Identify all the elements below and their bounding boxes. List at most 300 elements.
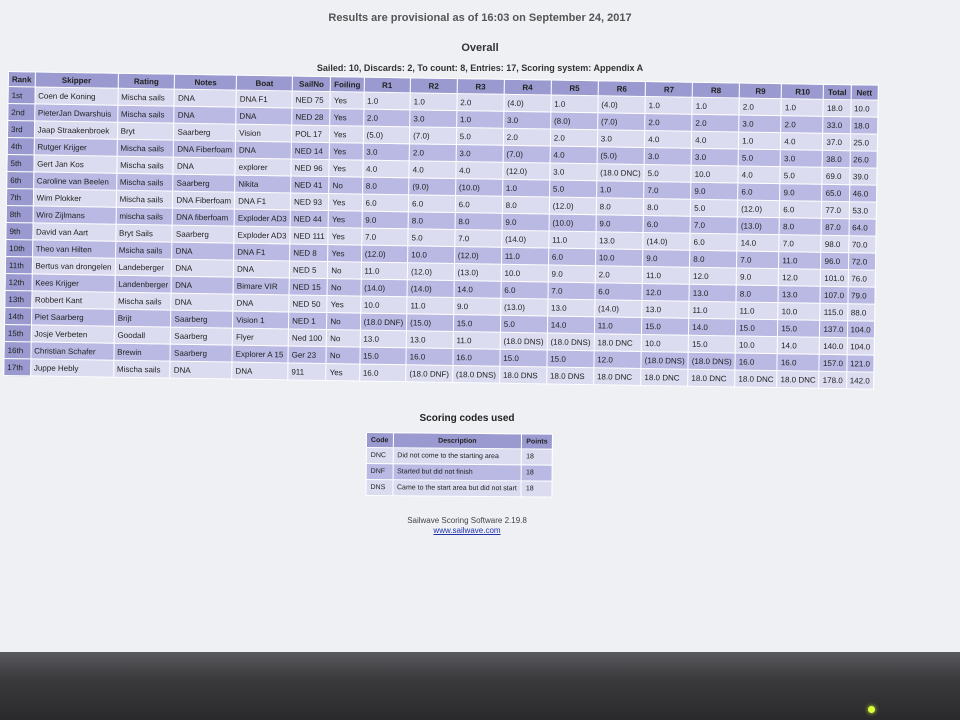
rank-cell: 10th bbox=[6, 239, 33, 256]
table-cell: 4.0 bbox=[362, 160, 409, 178]
table-cell: Bryt Sails bbox=[115, 224, 172, 242]
table-cell: (7.0) bbox=[410, 127, 457, 145]
table-cell: 15.0 bbox=[453, 315, 500, 333]
table-cell: 140.0 bbox=[820, 337, 847, 354]
codes-cell: Did not come to the starting area bbox=[393, 448, 522, 465]
table-cell: 16.0 bbox=[735, 353, 777, 371]
table-cell: Robbert Kant bbox=[31, 291, 114, 309]
table-cell: Mischa sails bbox=[114, 292, 171, 310]
column-header: R9 bbox=[739, 83, 781, 99]
table-cell: Josje Verbeten bbox=[31, 325, 114, 343]
table-cell: 18.0 DNC bbox=[641, 368, 688, 386]
table-cell: PieterJan Dwarshuis bbox=[34, 104, 117, 122]
rank-cell: 16th bbox=[4, 341, 31, 358]
table-cell: 7.0 bbox=[361, 228, 408, 246]
table-cell: Msicha sails bbox=[115, 241, 172, 259]
table-cell: Mischa sails bbox=[117, 156, 174, 174]
table-cell: 18.0 bbox=[850, 117, 877, 134]
table-cell: 8.0 bbox=[362, 177, 409, 195]
table-cell: Vision 1 bbox=[233, 311, 289, 329]
codes-row bbox=[366, 480, 552, 498]
table-cell: Flyer bbox=[232, 328, 288, 346]
table-cell: 3.0 bbox=[780, 150, 822, 168]
table-cell: 7.0 bbox=[690, 216, 737, 234]
table-cell: 7.0 bbox=[737, 251, 779, 269]
table-cell: DNA F1 bbox=[234, 243, 290, 261]
table-cell: 5.0 bbox=[691, 199, 738, 217]
table-cell: 3.0 bbox=[597, 130, 645, 148]
codes-cell: DNF bbox=[366, 464, 393, 480]
table-cell: Saarberg bbox=[172, 225, 234, 243]
table-cell: 16.0 bbox=[453, 349, 500, 367]
table-cell: (10.0) bbox=[455, 179, 502, 197]
table-cell: Yes bbox=[329, 143, 362, 161]
table-cell: 1.0 bbox=[456, 111, 503, 129]
table-cell: DNA bbox=[171, 293, 233, 311]
table-cell: 26.0 bbox=[850, 151, 877, 168]
table-cell: (8.0) bbox=[550, 112, 597, 130]
table-cell: DNA bbox=[174, 106, 236, 124]
table-cell: (12.0) bbox=[407, 263, 454, 281]
table-cell: 5.0 bbox=[456, 128, 503, 146]
rank-cell: 11th bbox=[5, 256, 32, 273]
table-cell: 2.0 bbox=[457, 94, 504, 112]
table-cell: (13.0) bbox=[737, 217, 779, 235]
table-cell: (18.0 DNF) bbox=[406, 365, 453, 383]
rank-cell: 4th bbox=[7, 137, 34, 154]
table-cell: 10.0 bbox=[641, 334, 688, 352]
table-cell: Mischa sails bbox=[116, 190, 173, 208]
table-cell: 15.0 bbox=[778, 320, 820, 338]
table-cell: 10.0 bbox=[595, 249, 643, 267]
table-cell: 15.0 bbox=[500, 349, 547, 367]
table-cell: Bryt bbox=[117, 122, 174, 140]
table-cell: 104.0 bbox=[847, 321, 874, 338]
table-cell: DNA bbox=[232, 362, 288, 380]
table-cell: 37.0 bbox=[823, 133, 850, 150]
codes-body bbox=[366, 448, 552, 498]
column-header: SailNo bbox=[292, 76, 331, 92]
table-cell: 25.0 bbox=[850, 134, 877, 151]
table-cell: 6.0 bbox=[738, 183, 780, 201]
page-title: Results are provisional as of 16:03 on September 24, 2017 bbox=[328, 12, 632, 24]
table-cell: NED 5 bbox=[289, 261, 328, 279]
rank-cell: 12th bbox=[5, 273, 32, 290]
table-cell: Caroline van Beelen bbox=[33, 172, 116, 190]
table-cell: 13.0 bbox=[547, 299, 594, 317]
rank-cell: 3rd bbox=[7, 121, 34, 138]
column-header: Skipper bbox=[35, 72, 118, 88]
table-cell: Yes bbox=[330, 109, 363, 127]
table-cell: Mischa sails bbox=[113, 360, 170, 378]
table-cell: Bertus van drongelen bbox=[32, 257, 115, 275]
table-cell: 4.0 bbox=[692, 131, 739, 149]
table-cell: 142.0 bbox=[846, 372, 873, 389]
table-cell: No bbox=[327, 330, 360, 348]
codes-cell: DNC bbox=[366, 448, 393, 464]
table-cell: No bbox=[328, 262, 361, 280]
table-cell: 5.0 bbox=[408, 229, 455, 247]
table-cell: (5.0) bbox=[363, 126, 410, 144]
table-cell: (12.0) bbox=[454, 247, 501, 265]
table-cell: Goodall bbox=[114, 326, 171, 344]
table-cell: 33.0 bbox=[823, 116, 850, 133]
results-body bbox=[4, 87, 878, 390]
rank-cell: 13th bbox=[5, 290, 32, 307]
table-cell: 98.0 bbox=[821, 235, 848, 252]
table-cell: Yes bbox=[328, 228, 361, 246]
table-cell: Yes bbox=[327, 296, 360, 314]
table-cell: (18.0 DNS) bbox=[452, 366, 499, 384]
table-cell: NED 28 bbox=[292, 108, 331, 126]
table-cell: 5.0 bbox=[780, 167, 822, 185]
table-cell: 6.0 bbox=[501, 281, 548, 299]
column-header: Boat bbox=[236, 75, 292, 91]
table-cell: DNA bbox=[236, 107, 292, 125]
table-cell: Exploder AD3 bbox=[234, 226, 290, 244]
table-cell: 10.0 bbox=[778, 303, 820, 321]
table-cell: (12.0) bbox=[361, 245, 408, 263]
table-cell: DNA bbox=[172, 259, 234, 277]
table-cell: 18.0 DNC bbox=[688, 369, 735, 387]
table-cell: NED 15 bbox=[289, 278, 328, 296]
codes-header-row bbox=[366, 433, 552, 450]
monitor-bezel bbox=[0, 652, 960, 720]
table-cell: Mischa sails bbox=[116, 173, 173, 191]
table-cell: 39.0 bbox=[849, 168, 876, 185]
table-cell: 178.0 bbox=[819, 371, 846, 388]
table-cell: 2.0 bbox=[692, 114, 739, 132]
table-cell: NED 50 bbox=[289, 295, 328, 313]
table-cell: DNA bbox=[174, 89, 236, 107]
table-cell: (5.0) bbox=[597, 147, 645, 165]
table-cell: 11.0 bbox=[779, 252, 821, 270]
table-cell: 8.0 bbox=[690, 250, 737, 268]
codes-cell: Started but did not finish bbox=[393, 464, 522, 481]
table-cell: 15.0 bbox=[360, 347, 407, 365]
table-cell: 7.0 bbox=[779, 235, 821, 253]
rank-cell: 2nd bbox=[8, 104, 35, 121]
table-cell: 12.0 bbox=[642, 283, 689, 301]
codes-cell: 18 bbox=[521, 465, 552, 481]
table-cell: 79.0 bbox=[847, 287, 874, 304]
table-cell: (10.0) bbox=[549, 214, 596, 232]
table-cell: Saarberg bbox=[173, 174, 235, 192]
table-cell: 15.0 bbox=[736, 319, 778, 337]
table-cell: 13.0 bbox=[642, 300, 689, 318]
table-cell: Yes bbox=[328, 245, 361, 263]
table-cell: No bbox=[326, 347, 359, 365]
table-cell: 1.0 bbox=[692, 97, 739, 115]
table-cell: 6.0 bbox=[455, 196, 502, 214]
table-cell: 5.0 bbox=[738, 149, 780, 167]
table-cell: 70.0 bbox=[848, 236, 875, 253]
table-cell: (14.0) bbox=[361, 279, 408, 297]
table-cell: Yes bbox=[326, 364, 359, 382]
table-cell: mischa sails bbox=[116, 207, 173, 225]
table-cell: 911 bbox=[288, 363, 327, 381]
table-cell: 121.0 bbox=[846, 355, 873, 372]
table-cell: Wim Plokker bbox=[33, 189, 116, 207]
table-cell: 2.0 bbox=[550, 129, 597, 147]
table-cell: 10.0 bbox=[408, 246, 455, 264]
rank-cell: 9th bbox=[6, 222, 33, 239]
table-cell: 8.0 bbox=[643, 199, 690, 217]
table-cell: 4.0 bbox=[645, 131, 692, 149]
table-cell: POL 17 bbox=[291, 125, 330, 143]
table-cell: Yes bbox=[329, 194, 362, 212]
table-cell: 115.0 bbox=[820, 303, 847, 320]
results-table bbox=[3, 71, 878, 390]
table-cell: 11.0 bbox=[407, 297, 454, 315]
table-cell: 12.0 bbox=[594, 351, 642, 369]
table-cell: 18.0 DNS bbox=[546, 367, 593, 385]
table-cell: 157.0 bbox=[819, 354, 846, 371]
column-header: R4 bbox=[504, 79, 551, 95]
table-cell: 10.0 bbox=[691, 165, 738, 183]
table-cell: 10.0 bbox=[501, 264, 548, 282]
table-cell: (7.0) bbox=[503, 145, 550, 163]
column-header: R5 bbox=[551, 80, 598, 96]
table-cell: 15.0 bbox=[547, 350, 594, 368]
table-cell: NED 44 bbox=[290, 210, 329, 228]
table-cell: 9.0 bbox=[736, 268, 778, 286]
table-cell: (9.0) bbox=[409, 178, 456, 196]
scoring-codes-title: Scoring codes used bbox=[419, 413, 515, 424]
rank-cell: 14th bbox=[5, 307, 32, 324]
table-cell: DNA Fiberfoam bbox=[174, 140, 236, 158]
table-cell: 11.0 bbox=[453, 332, 500, 350]
table-cell: NED 1 bbox=[289, 312, 328, 330]
table-cell: No bbox=[327, 313, 360, 331]
codes-column-header: Points bbox=[522, 434, 553, 449]
table-cell: 5.0 bbox=[500, 315, 547, 333]
table-cell: 76.0 bbox=[848, 270, 875, 287]
table-cell: 9.0 bbox=[453, 298, 500, 316]
table-cell: 2.0 bbox=[595, 266, 643, 284]
table-cell: DNA bbox=[233, 260, 289, 278]
column-header: Total bbox=[824, 84, 851, 99]
column-header: R1 bbox=[364, 77, 411, 93]
table-cell: 13.0 bbox=[778, 286, 820, 304]
table-cell: 6.0 bbox=[362, 194, 409, 212]
table-cell: NED 96 bbox=[291, 159, 330, 177]
table-cell: DNA Fiberfoam bbox=[173, 191, 235, 209]
table-cell: 6.0 bbox=[548, 248, 595, 266]
table-cell: Exploder AD3 bbox=[234, 209, 290, 227]
table-cell: 1.0 bbox=[739, 132, 781, 150]
rank-cell: 5th bbox=[7, 154, 34, 171]
table-cell: Yes bbox=[330, 92, 363, 110]
table-cell: 53.0 bbox=[849, 202, 876, 219]
table-cell: 11.0 bbox=[642, 266, 689, 284]
table-cell: 6.0 bbox=[643, 215, 690, 233]
table-cell: 2.0 bbox=[409, 144, 456, 162]
series-summary: Sailed: 10, Discards: 2, To count: 8, Entries: 17, Scoring system: Appendix A bbox=[316, 63, 644, 73]
rank-cell: 8th bbox=[6, 205, 33, 222]
column-header: Rating bbox=[118, 73, 175, 89]
table-cell: Theo van Hilten bbox=[32, 240, 115, 258]
table-cell: Saarberg bbox=[174, 123, 236, 141]
table-cell: 15.0 bbox=[642, 317, 689, 335]
table-cell: 16.0 bbox=[777, 354, 819, 372]
table-cell: 11.0 bbox=[736, 302, 778, 320]
table-cell: Brijt bbox=[114, 309, 171, 327]
table-cell: 9.0 bbox=[362, 211, 409, 229]
column-header: R3 bbox=[457, 79, 504, 95]
table-cell: 137.0 bbox=[820, 320, 847, 337]
table-cell: Kees Krijger bbox=[32, 274, 115, 292]
table-cell: Jaap Straakenbroek bbox=[34, 121, 117, 139]
table-cell: DNA bbox=[173, 157, 235, 175]
table-cell: 9.0 bbox=[691, 182, 738, 200]
table-cell: Explorer A 15 bbox=[232, 345, 288, 363]
table-cell: 3.0 bbox=[739, 115, 781, 133]
table-cell: 8.0 bbox=[736, 285, 778, 303]
table-cell: (18.0 DNS) bbox=[547, 333, 594, 351]
table-cell: 104.0 bbox=[847, 338, 874, 355]
table-cell: 9.0 bbox=[643, 249, 690, 267]
table-cell: 77.0 bbox=[822, 201, 849, 218]
column-header: Nett bbox=[851, 85, 878, 100]
table-cell: 13.0 bbox=[596, 232, 644, 250]
table-cell: Coen de Koning bbox=[35, 87, 118, 105]
table-cell: explorer bbox=[235, 158, 291, 176]
table-cell: (4.0) bbox=[598, 96, 646, 114]
column-header: Rank bbox=[8, 72, 35, 87]
table-cell: 101.0 bbox=[821, 269, 848, 286]
column-header: R6 bbox=[598, 81, 646, 97]
table-cell: 11.0 bbox=[689, 301, 736, 319]
table-cell: (14.0) bbox=[501, 230, 548, 248]
scoring-codes-table bbox=[365, 432, 552, 498]
table-cell: 5.0 bbox=[549, 180, 596, 198]
table-cell: NED 14 bbox=[291, 142, 330, 160]
table-cell: 8.0 bbox=[779, 218, 821, 236]
table-cell: 3.0 bbox=[456, 145, 503, 163]
table-cell: 4.0 bbox=[409, 161, 456, 179]
table-cell: 11.0 bbox=[594, 317, 642, 335]
table-cell: DNA bbox=[235, 141, 291, 159]
table-cell: 5.0 bbox=[644, 165, 691, 183]
table-cell: Saarberg bbox=[171, 310, 233, 328]
table-cell: Landeberger bbox=[115, 258, 172, 276]
codes-cell: Came to the start area but did not start bbox=[392, 480, 521, 497]
table-cell: No bbox=[329, 177, 362, 195]
table-cell: 2.0 bbox=[503, 128, 550, 146]
table-cell: Yes bbox=[329, 160, 362, 178]
table-cell: (18.0 DNF) bbox=[360, 313, 407, 331]
table-cell: 2.0 bbox=[645, 114, 692, 132]
table-cell: 14.0 bbox=[777, 337, 819, 355]
column-header: R2 bbox=[410, 78, 457, 94]
table-cell: 7.0 bbox=[548, 282, 595, 300]
table-cell: (7.0) bbox=[597, 113, 645, 131]
table-cell: 6.0 bbox=[690, 233, 737, 251]
table-cell: 18.0 DNC bbox=[593, 368, 641, 386]
table-cell: 4.0 bbox=[456, 162, 503, 180]
codes-column-header: Code bbox=[366, 433, 393, 448]
table-cell: 16.0 bbox=[359, 364, 406, 382]
table-cell: NED 8 bbox=[290, 244, 329, 262]
codes-row bbox=[366, 464, 552, 482]
rank-cell: 15th bbox=[4, 324, 31, 341]
rank-cell: 6th bbox=[7, 171, 34, 188]
table-cell: 14.0 bbox=[689, 318, 736, 336]
table-cell: NED 41 bbox=[291, 176, 330, 194]
table-cell: Ned 100 bbox=[288, 329, 327, 347]
table-cell: 14.0 bbox=[547, 316, 594, 334]
rank-cell: 7th bbox=[6, 188, 33, 205]
table-cell: Yes bbox=[328, 211, 361, 229]
table-cell: 12.0 bbox=[779, 269, 821, 287]
table-cell: DNA bbox=[171, 276, 233, 294]
table-cell: 4.0 bbox=[781, 133, 823, 151]
table-cell: (4.0) bbox=[504, 94, 551, 112]
table-cell: 1.0 bbox=[781, 99, 823, 117]
table-cell: NED 93 bbox=[290, 193, 329, 211]
footer bbox=[0, 516, 934, 536]
table-cell: 3.0 bbox=[410, 110, 457, 128]
table-cell: 11.0 bbox=[501, 247, 548, 265]
table-cell: 6.0 bbox=[780, 201, 822, 219]
table-cell: 3.0 bbox=[503, 111, 550, 129]
table-cell: 15.0 bbox=[688, 335, 735, 353]
table-cell: Christian Schafer bbox=[31, 342, 114, 360]
table-cell: 1.0 bbox=[502, 179, 549, 197]
table-cell: 14.0 bbox=[737, 234, 779, 252]
table-cell: DNA F1 bbox=[236, 90, 292, 108]
table-cell: 1.0 bbox=[645, 97, 692, 115]
table-cell: 3.0 bbox=[550, 163, 597, 181]
table-cell: David van Aart bbox=[32, 223, 115, 241]
column-header: R7 bbox=[645, 82, 692, 98]
table-cell: 12.0 bbox=[689, 267, 736, 285]
table-cell: 88.0 bbox=[847, 304, 874, 321]
table-cell: 18.0 DNC bbox=[777, 371, 819, 389]
table-cell: Mischa sails bbox=[117, 139, 174, 157]
column-header: R8 bbox=[692, 82, 739, 98]
table-cell: Yes bbox=[330, 126, 363, 144]
table-cell: Gert Jan Kos bbox=[33, 155, 116, 173]
table-cell: 8.0 bbox=[502, 196, 549, 214]
table-cell: 8.0 bbox=[455, 213, 502, 231]
table-cell: 1.0 bbox=[551, 95, 598, 113]
table-cell: Saarberg bbox=[170, 344, 232, 362]
table-cell: Mischa sails bbox=[118, 88, 175, 106]
table-cell: Brewin bbox=[114, 343, 171, 361]
table-cell: 2.0 bbox=[739, 98, 781, 116]
sailwave-link[interactable]: www.sailwave.com bbox=[433, 526, 501, 535]
table-cell: DNA bbox=[172, 242, 234, 260]
table-cell: 9.0 bbox=[502, 213, 549, 231]
table-cell: 96.0 bbox=[821, 252, 848, 269]
table-cell: (18.0 DNS) bbox=[500, 332, 547, 350]
table-cell: 6.0 bbox=[408, 195, 455, 213]
table-cell: 3.0 bbox=[644, 148, 691, 166]
table-cell: 10.0 bbox=[850, 100, 877, 117]
table-cell: 9.0 bbox=[780, 184, 822, 202]
table-cell: (14.0) bbox=[643, 232, 690, 250]
table-cell: NED 75 bbox=[292, 91, 331, 109]
table-cell: 46.0 bbox=[849, 185, 876, 202]
table-cell: 13.0 bbox=[360, 330, 407, 348]
table-cell: (13.0) bbox=[454, 264, 501, 282]
table-cell: 7.0 bbox=[644, 182, 691, 200]
table-cell: 18.0 DNS bbox=[499, 366, 546, 384]
table-cell: DNA bbox=[170, 361, 232, 379]
table-cell: 10.0 bbox=[360, 296, 407, 314]
